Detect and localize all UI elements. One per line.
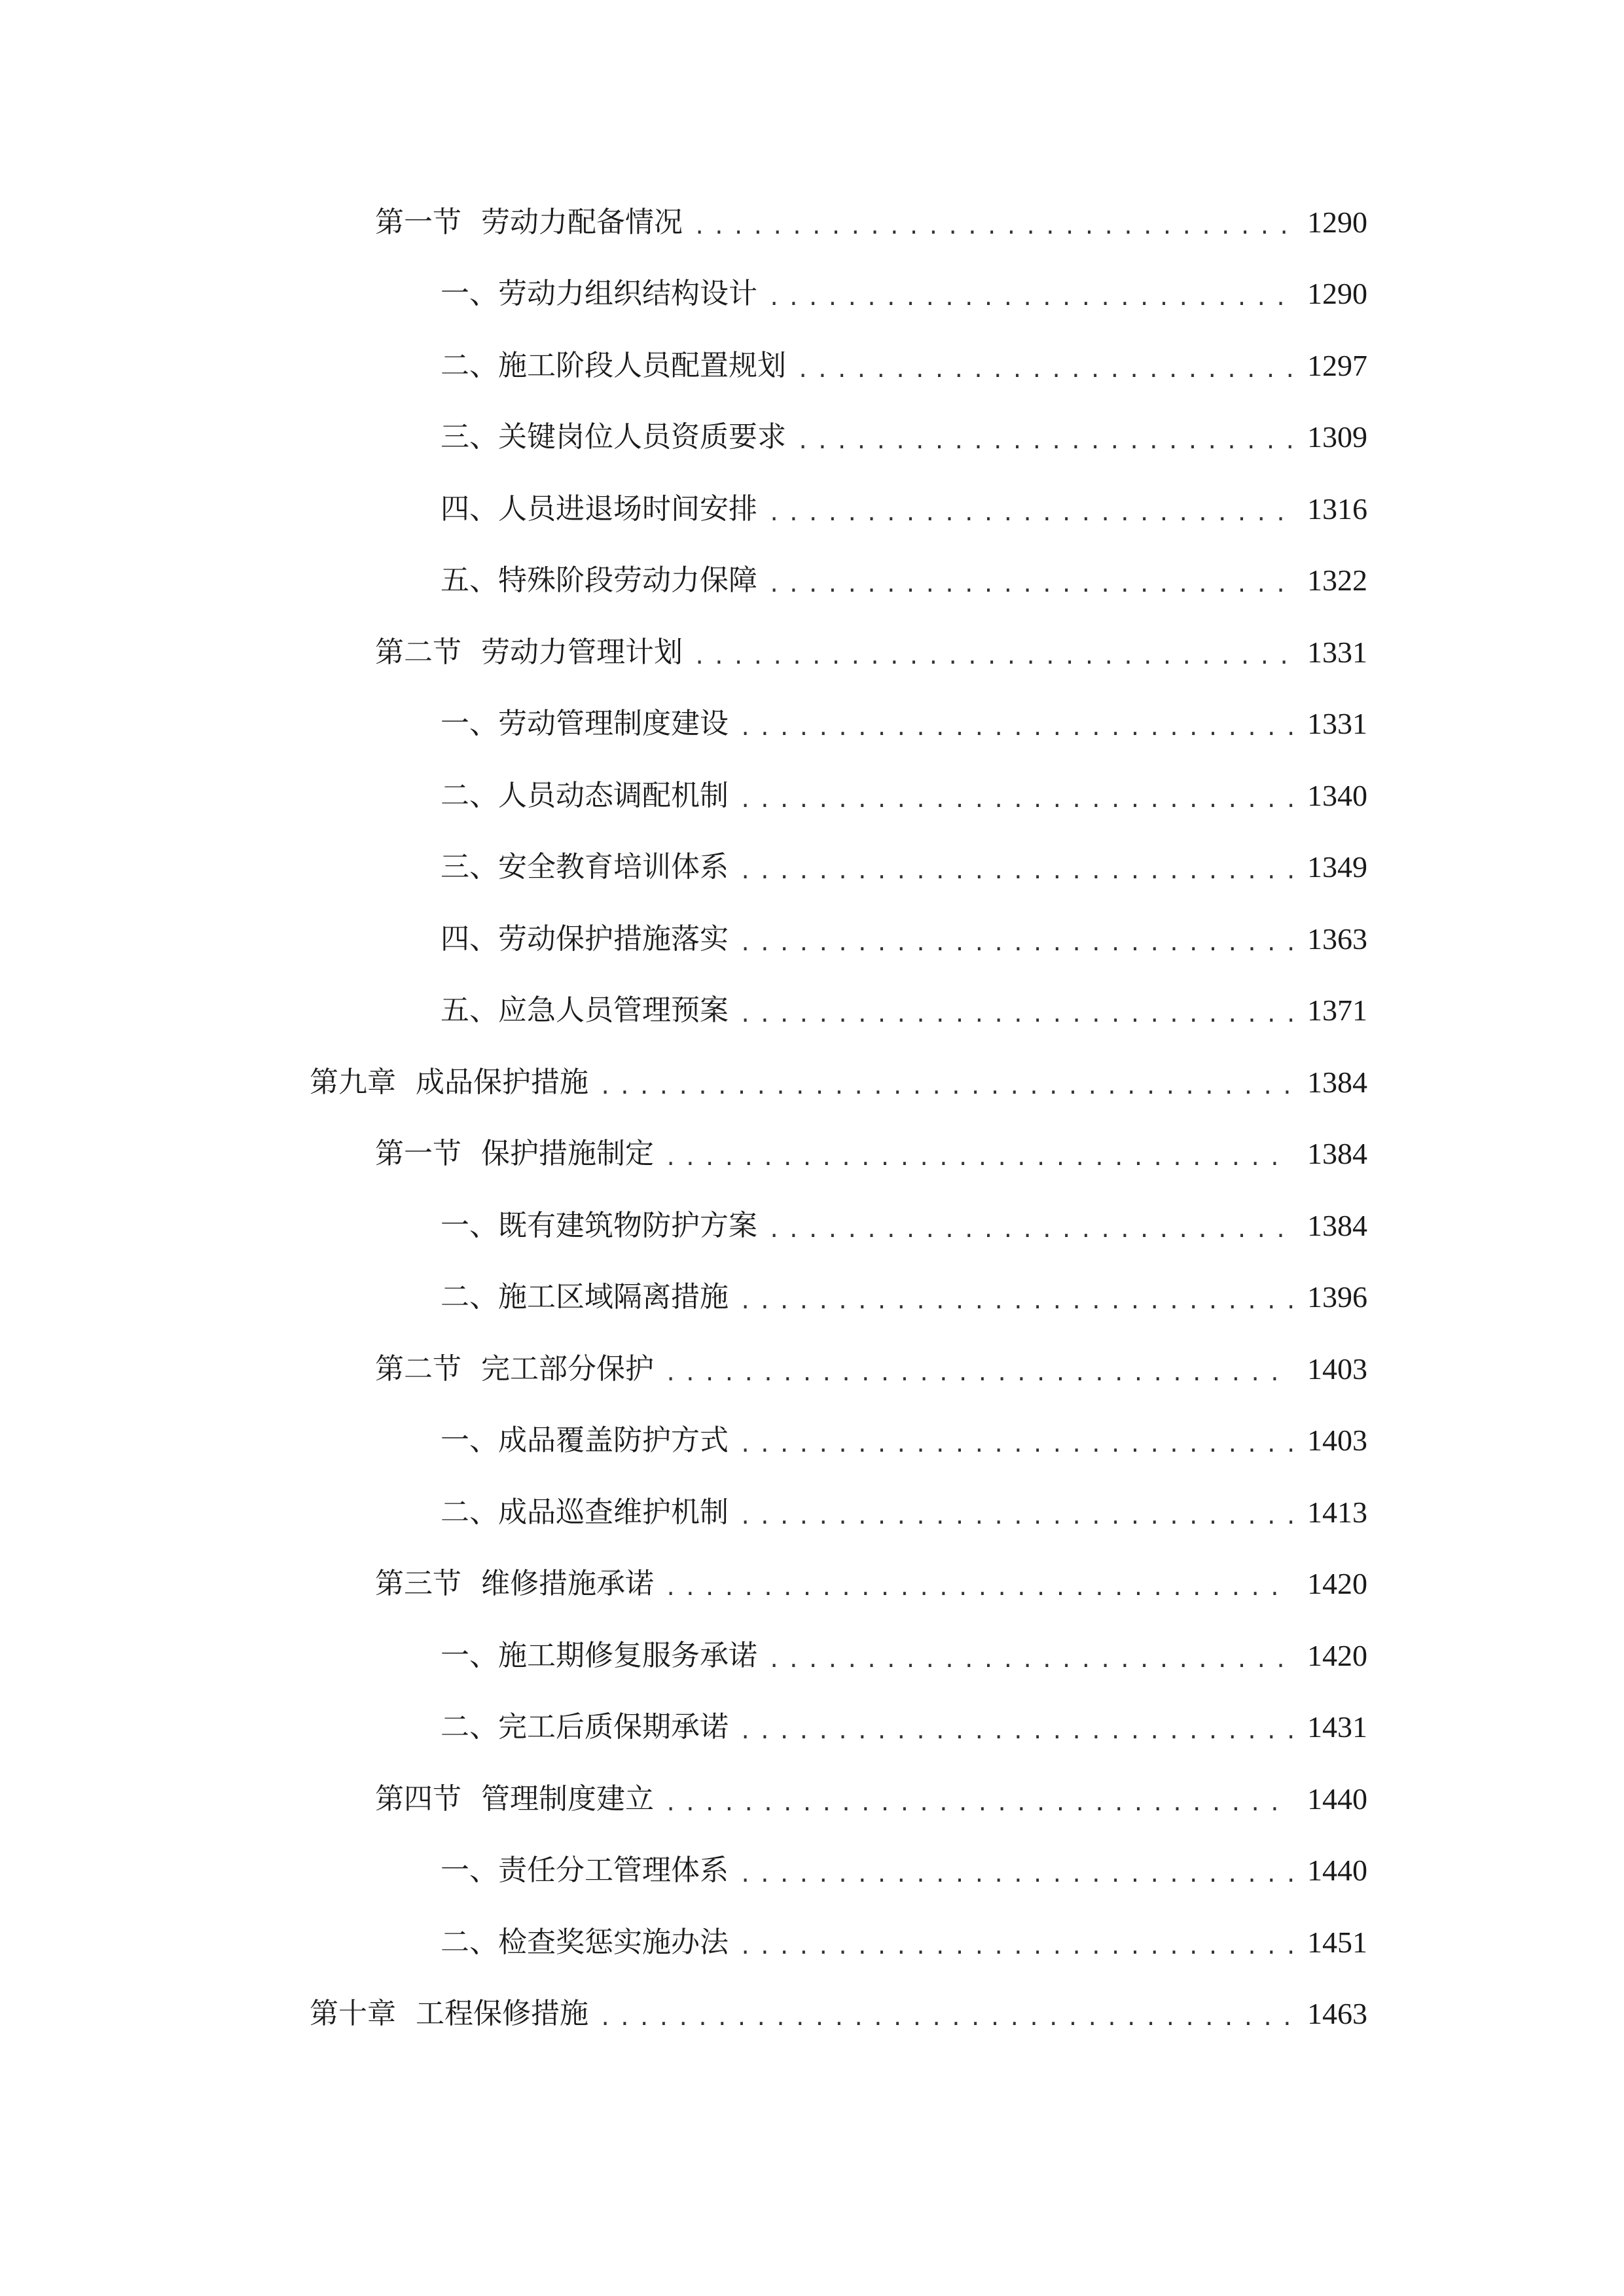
toc-entry-title: 劳动力管理计划 bbox=[481, 635, 683, 669]
toc-subsection-entry[interactable] bbox=[0, 1405, 1624, 1477]
toc-entry-title: 成品覆盖防护方式 bbox=[498, 1424, 729, 1458]
toc-dot-leader bbox=[739, 924, 1293, 963]
toc-page-number: 1463 bbox=[1307, 1997, 1367, 2031]
toc-page-number: 1316 bbox=[1307, 492, 1367, 526]
toc-page-number: 1420 bbox=[1307, 1567, 1367, 1601]
toc-dot-leader bbox=[739, 1497, 1293, 1536]
toc-dot-leader bbox=[797, 350, 1293, 389]
toc-entry-number: 第三节 bbox=[375, 1567, 461, 1601]
toc-dot-leader bbox=[599, 1998, 1293, 2037]
toc-entry-number: 第九章 bbox=[310, 1065, 396, 1099]
toc-page-number: 1331 bbox=[1307, 635, 1367, 669]
toc-entry-number: 二、 bbox=[441, 1495, 498, 1529]
toc-page-number: 1363 bbox=[1307, 922, 1367, 956]
toc-entry-title: 特殊阶段劳动力保障 bbox=[498, 564, 757, 598]
toc-dot-leader bbox=[768, 278, 1293, 317]
toc-entry-title: 人员动态调配机制 bbox=[498, 778, 729, 812]
toc-entry-number: 五、 bbox=[441, 994, 498, 1028]
toc-subsection-entry[interactable] bbox=[0, 545, 1624, 617]
toc-section-entry[interactable] bbox=[0, 187, 1624, 259]
toc-dot-leader bbox=[664, 1138, 1293, 1177]
toc-page-number: 1413 bbox=[1307, 1495, 1367, 1529]
toc-entry-title: 人员进退场时间安排 bbox=[498, 492, 757, 526]
toc-subsection-entry[interactable] bbox=[0, 1262, 1624, 1334]
toc-entry-title: 维修措施承诺 bbox=[481, 1567, 654, 1601]
toc-page-number: 1384 bbox=[1307, 1208, 1367, 1242]
toc-page-number: 1403 bbox=[1307, 1352, 1367, 1386]
toc-entry-number: 一、 bbox=[441, 1638, 498, 1672]
toc-page-number: 1420 bbox=[1307, 1638, 1367, 1672]
toc-entry-number: 二、 bbox=[441, 778, 498, 812]
toc-dot-leader bbox=[768, 565, 1293, 604]
toc-subsection-entry[interactable] bbox=[0, 1620, 1624, 1692]
toc-entry-title: 应急人员管理预案 bbox=[498, 994, 729, 1028]
toc-entry-number: 五、 bbox=[441, 564, 498, 598]
toc-entry-number: 第二节 bbox=[375, 1352, 461, 1386]
toc-page-number: 1440 bbox=[1307, 1854, 1367, 1888]
toc-entry-number: 第二节 bbox=[375, 635, 461, 669]
toc-subsection-entry[interactable] bbox=[0, 1477, 1624, 1549]
toc-subsection-entry[interactable] bbox=[0, 760, 1624, 832]
toc-entry-number: 三、 bbox=[441, 420, 498, 454]
toc-dot-leader bbox=[739, 1927, 1293, 1966]
toc-entry-title: 关键岗位人员资质要求 bbox=[498, 420, 786, 454]
toc-entry-title: 成品保护措施 bbox=[416, 1065, 588, 1099]
toc-subsection-entry[interactable] bbox=[0, 259, 1624, 331]
toc-dot-leader bbox=[768, 1640, 1293, 1679]
toc-dot-leader bbox=[693, 207, 1293, 246]
toc-page-number: 1440 bbox=[1307, 1782, 1367, 1816]
toc-entry-title: 完工部分保护 bbox=[481, 1352, 654, 1386]
toc-subsection-entry[interactable] bbox=[0, 1692, 1624, 1764]
toc-entry-number: 一、 bbox=[441, 1208, 498, 1242]
toc-dot-leader bbox=[664, 1784, 1293, 1823]
toc-entry-number: 一、 bbox=[441, 277, 498, 311]
toc-entry-number: 第四节 bbox=[375, 1782, 461, 1816]
toc-entry-title: 检查奖惩实施办法 bbox=[498, 1925, 729, 1959]
toc-chapter-entry[interactable] bbox=[0, 1047, 1624, 1119]
toc-page-number: 1451 bbox=[1307, 1925, 1367, 1959]
toc-entry-title: 劳动保护措施落实 bbox=[498, 922, 729, 956]
toc-page-number: 1396 bbox=[1307, 1280, 1367, 1314]
toc-entry-title: 施工阶段人员配置规划 bbox=[498, 348, 786, 382]
toc-entry-number: 二、 bbox=[441, 348, 498, 382]
toc-dot-leader bbox=[739, 1282, 1293, 1321]
toc-dot-leader bbox=[797, 422, 1293, 461]
toc-entry-title: 保护措施制定 bbox=[481, 1137, 654, 1171]
toc-section-entry[interactable] bbox=[0, 1763, 1624, 1835]
toc-page-number: 1384 bbox=[1307, 1065, 1367, 1099]
toc-chapter-entry[interactable] bbox=[0, 1979, 1624, 2051]
toc-dot-leader bbox=[739, 1425, 1293, 1464]
toc-page-number: 1371 bbox=[1307, 994, 1367, 1028]
toc-page-number: 1322 bbox=[1307, 564, 1367, 598]
toc-subsection-entry[interactable] bbox=[0, 402, 1624, 474]
toc-dot-leader bbox=[739, 1855, 1293, 1894]
toc-subsection-entry[interactable] bbox=[0, 473, 1624, 545]
toc-subsection-entry[interactable] bbox=[0, 1907, 1624, 1979]
toc-section-entry[interactable] bbox=[0, 1333, 1624, 1405]
toc-subsection-entry[interactable] bbox=[0, 975, 1624, 1047]
toc-dot-leader bbox=[664, 1568, 1293, 1607]
toc-dot-leader bbox=[599, 1067, 1293, 1106]
toc-entry-title: 施工区域隔离措施 bbox=[498, 1280, 729, 1314]
toc-page-number: 1431 bbox=[1307, 1710, 1367, 1744]
toc-section-entry[interactable] bbox=[0, 1119, 1624, 1191]
toc-subsection-entry[interactable] bbox=[0, 903, 1624, 975]
toc-entry-title: 劳动力配备情况 bbox=[481, 205, 683, 239]
toc-entry-title: 完工后质保期承诺 bbox=[498, 1710, 729, 1744]
toc-entry-title: 成品巡查维护机制 bbox=[498, 1495, 729, 1529]
toc-dot-leader bbox=[768, 493, 1293, 533]
toc-entry-number: 四、 bbox=[441, 492, 498, 526]
toc-entry-number: 三、 bbox=[441, 850, 498, 884]
toc-entry-title: 劳动管理制度建设 bbox=[498, 707, 729, 741]
toc-entry-number: 二、 bbox=[441, 1280, 498, 1314]
toc-dot-leader bbox=[739, 780, 1293, 819]
toc-entry-number: 第一节 bbox=[375, 205, 461, 239]
toc-entry-title: 工程保修措施 bbox=[416, 1997, 588, 2031]
toc-entry-number: 一、 bbox=[441, 707, 498, 741]
toc-page-number: 1297 bbox=[1307, 348, 1367, 382]
toc-entry-title: 既有建筑物防护方案 bbox=[498, 1208, 757, 1242]
toc-subsection-entry[interactable] bbox=[0, 689, 1624, 761]
toc-entry-title: 管理制度建立 bbox=[481, 1782, 654, 1816]
toc-subsection-entry[interactable] bbox=[0, 1190, 1624, 1262]
toc-page-number: 1340 bbox=[1307, 778, 1367, 812]
toc-entry-title: 安全教育培训体系 bbox=[498, 850, 729, 884]
toc-dot-leader bbox=[664, 1354, 1293, 1393]
toc-dot-leader bbox=[768, 1210, 1293, 1249]
toc-section-entry[interactable] bbox=[0, 617, 1624, 689]
toc-entry-number: 第十章 bbox=[310, 1997, 396, 2031]
toc-page-number: 1403 bbox=[1307, 1424, 1367, 1458]
table-of-contents bbox=[0, 187, 1624, 2050]
toc-entry-title: 施工期修复服务承诺 bbox=[498, 1638, 757, 1672]
toc-entry-number: 第一节 bbox=[375, 1137, 461, 1171]
toc-page-number: 1331 bbox=[1307, 707, 1367, 741]
toc-dot-leader bbox=[739, 995, 1293, 1034]
toc-dot-leader bbox=[739, 1712, 1293, 1751]
toc-dot-leader bbox=[693, 637, 1293, 676]
toc-dot-leader bbox=[739, 852, 1293, 891]
toc-page-number: 1384 bbox=[1307, 1137, 1367, 1171]
toc-entry-number: 二、 bbox=[441, 1925, 498, 1959]
toc-page-number: 1349 bbox=[1307, 850, 1367, 884]
toc-entry-title: 劳动力组织结构设计 bbox=[498, 277, 757, 311]
toc-entry-number: 一、 bbox=[441, 1424, 498, 1458]
toc-page-number: 1290 bbox=[1307, 277, 1367, 311]
toc-subsection-entry[interactable] bbox=[0, 330, 1624, 402]
toc-entry-title: 责任分工管理体系 bbox=[498, 1854, 729, 1888]
toc-entry-number: 一、 bbox=[441, 1854, 498, 1888]
toc-entry-number: 二、 bbox=[441, 1710, 498, 1744]
toc-page-number: 1309 bbox=[1307, 420, 1367, 454]
toc-page-number: 1290 bbox=[1307, 205, 1367, 239]
toc-section-entry[interactable] bbox=[0, 1549, 1624, 1621]
toc-subsection-entry[interactable] bbox=[0, 832, 1624, 904]
toc-subsection-entry[interactable] bbox=[0, 1835, 1624, 1907]
toc-dot-leader bbox=[739, 708, 1293, 747]
toc-entry-number: 四、 bbox=[441, 922, 498, 956]
